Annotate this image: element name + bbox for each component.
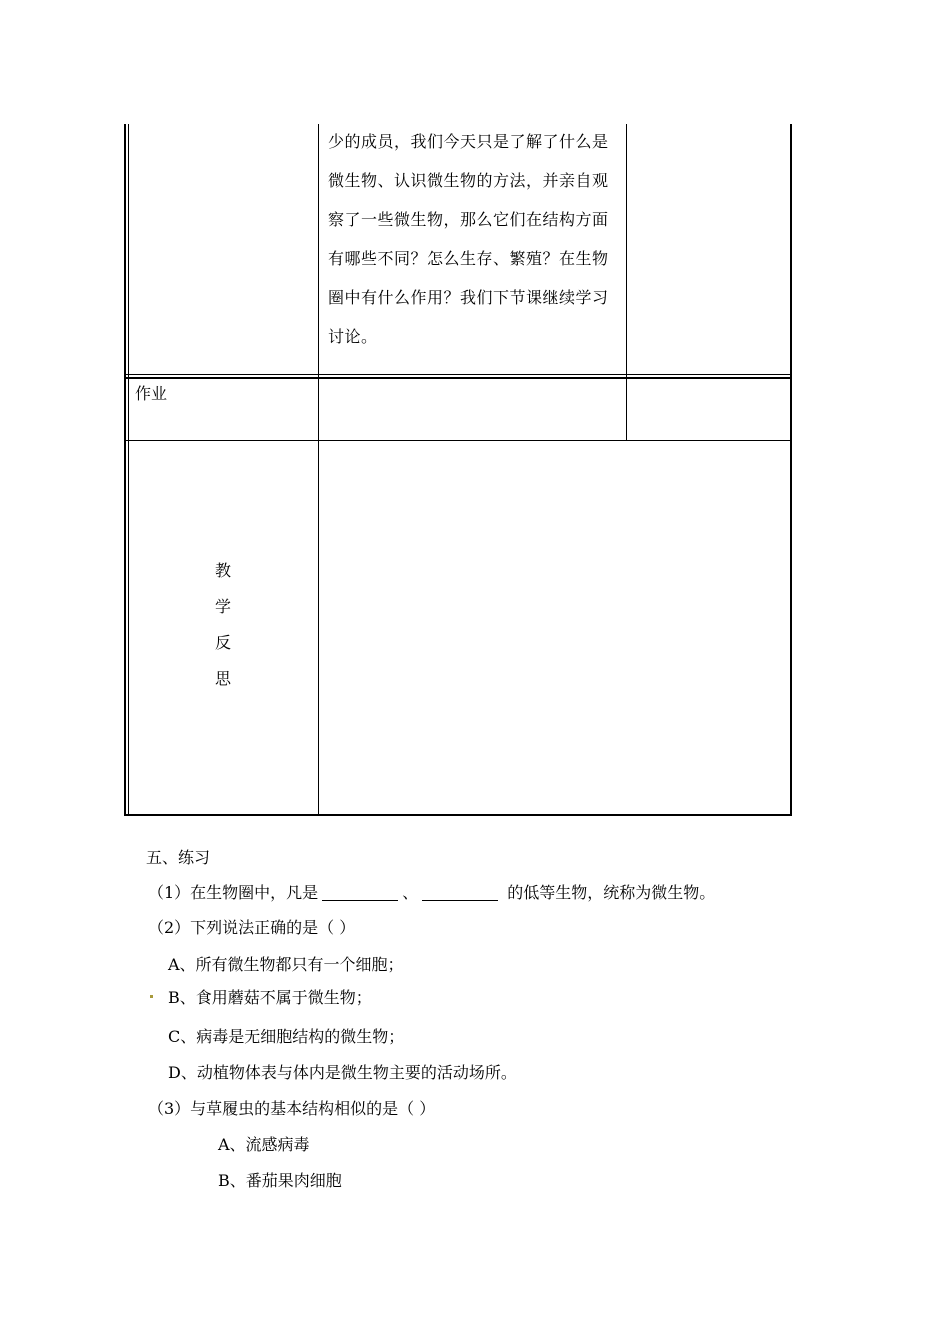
table-row-divider-1a [124,374,792,375]
question-1-suffix: 的低等生物，统称为微生物。 [507,883,716,902]
reflection-label-char: 反 [215,633,232,652]
table-col-divider-1 [318,124,319,816]
table-border-right [790,124,792,816]
summary-line: 圈中有什么作用？我们下节课继续学习 [328,288,609,307]
table-border-left-outer [124,124,126,816]
question-2: （2）下列说法正确的是（ ） [148,918,356,937]
table-border-left-inner [128,124,129,816]
reflection-label-char: 思 [215,669,232,688]
table-col-divider-2 [626,124,627,441]
reflection-label-char: 教 [215,561,232,580]
question-1 [148,880,715,903]
summary-line: 微生物、认识微生物的方法，并亲自观 [328,171,609,190]
stray-mark [150,995,153,998]
homework-label: 作业 [135,384,168,403]
summary-line: 讨论。 [328,327,378,346]
table-row-divider-2 [124,440,792,441]
exercise-heading: 五、练习 [146,848,211,867]
question-2-option: B、食用蘑菇不属于微生物； [168,988,372,1007]
question-1-separator: 、 [402,883,419,902]
reflection-label-char: 学 [215,597,232,616]
answer-blank [322,884,398,901]
question-2-option: D、动植物体表与体内是微生物主要的活动场所。 [168,1063,517,1082]
question-2-option: A、所有微生物都只有一个细胞； [168,955,404,974]
summary-line: 少的成员，我们今天只是了解了什么是 [328,132,609,151]
table-border-bottom [124,814,792,816]
summary-line: 察了一些微生物，那么它们在结构方面 [328,210,609,229]
question-1-prefix: （1）在生物圈中，凡是 [148,883,319,902]
summary-line: 有哪些不同？怎么生存、繁殖？在生物 [328,249,609,268]
table-row-divider-1b [124,377,792,379]
question-2-option: C、病毒是无细胞结构的微生物； [168,1027,405,1046]
answer-blank [422,884,498,901]
lesson-summary-text [328,122,620,356]
question-3-option: B、番茄果肉细胞 [218,1171,342,1190]
question-3-option: A、流感病毒 [218,1135,310,1154]
question-3: （3）与草履虫的基本结构相似的是（ ） [148,1099,436,1118]
